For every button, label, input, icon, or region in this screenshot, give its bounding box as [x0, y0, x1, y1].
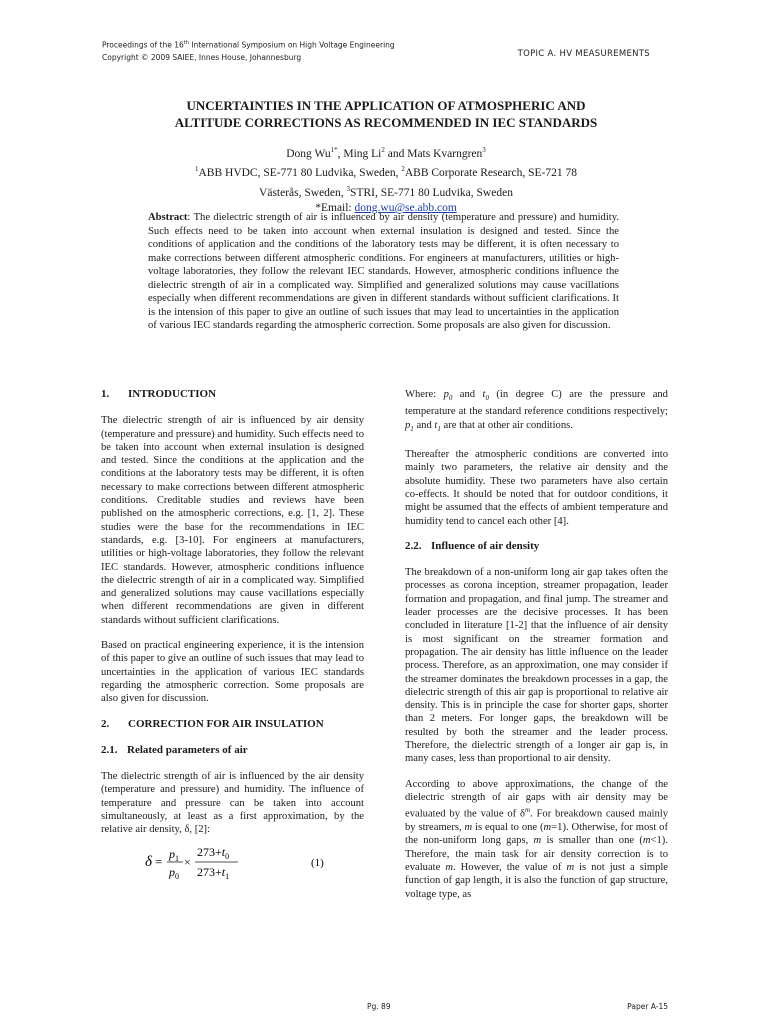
- page-number: Pg. 89: [367, 1002, 391, 1011]
- affiliation-2: Västerås, Sweden, $^3$STRI, SE-771 80 Ludvika, Sweden: [259, 184, 513, 199]
- abstract-label: Abstract: [148, 212, 188, 223]
- left-column: [101, 388, 364, 881]
- subsection-2-2-paragraph-2: According to above approximations, the change of the dielectric strength of air gaps with air density may be evaluated by the value of $\delta^m$. For breakdown caused mainly by streamers, m is equal to one (m=1). Otherwise, for most of the non-uniform long gaps, m is smaller than one (m<1). Therefore, the main task for air density correction is to evaluate m. However, the value of m is not just a simple function of gap length, it is also the function of gap structure, voltage type, as: [405, 778, 669, 900]
- intro-paragraph-1: The dielectric strength of air is influenced by air density (temperature and pressure) and humidity. Such effects need to be taken into account when external insulation is designed and tested. Since the conditions at the application and the conditions at the laboratory tests may be different, it is often necessary to make corrections between different atmospheric conditions. Creditable studies and reviews have been published on the atmospheric corrections, e.g. [1, 2]. These studies were the base for the recommendations in IEC standards, e.g. [3-10]. For engineers at manufacturers, utilities or high-voltage laboratories, they follow the relevant IEC standards. However, atmospheric conditions influence the dielectric strength of air in a complicated way. Simplified and generalized solutions may cause vacillations especially when different recommendations are given in different standards without sufficient clarifications.: [101, 415, 364, 626]
- proceedings-header: [102, 37, 395, 64]
- svg-text:=: =: [155, 853, 163, 869]
- topic-label: TOPIC A. HV MEASUREMENTS: [517, 49, 650, 59]
- author-block: [102, 143, 670, 216]
- svg-text:p1: $p_1$: [169, 846, 179, 863]
- header-copyright: Copyright © 2009 SAIEE, Innes House, Johannesburg: [102, 52, 302, 62]
- equation-1-formula: [101, 841, 364, 883]
- subsection-2-1-heading: 2.1. Related parameters of air: [101, 743, 248, 756]
- svg-text:273+t0: $273+t_0$: [197, 844, 230, 861]
- subsection-2-2-heading: 2.2. Influence of air density: [405, 539, 540, 552]
- header-line1: Proceedings of the 16th International Symposium on High Voltage Engineering: [102, 40, 395, 50]
- svg-text:δ: δ: [145, 853, 152, 870]
- svg-text:×: ×: [184, 854, 191, 869]
- equation-1: [101, 841, 364, 881]
- svg-text:273+t1: $273+t_1$: [197, 864, 230, 881]
- section-2-heading: 2. CORRECTION FOR AIR INSULATION: [101, 717, 324, 730]
- subsection-2-2-paragraph-1: The breakdown of a non-uniform long air gap takes often the processes as corona inception, streamer propagation, leader formation and propagation, and final jump. The streamer and leader processes are the decisive processes. It has been concluded in literature [1-2] that the influence of air density is most significant on the streamer formation and propagation. The air density has little influence on the leader process. Therefore, as an approximation, one may consider if the streamer dominates the breakdown processes in a gap, the dielectric strength of this air gap is proportional to relative air density. This is in principle the case for shorter gaps, shorter than 2 meters. For longer gaps, the breakdown will be resulted by both the streamer and the leader process. Therefore, the dielectric strength of a longer air gap is, in many cases, less than proportional to air density.: [405, 567, 668, 765]
- right-column: [405, 388, 668, 913]
- author-names: Dong $Wu^{1*}$, Ming Li$^2$ and Mats Kvarngren$^3$: [286, 146, 486, 160]
- paper-id: Paper A-15: [627, 1002, 668, 1011]
- abstract: [148, 211, 619, 333]
- thereafter-paragraph: Thereafter the atmospheric conditions are converted into mainly two parameters, the relative air density and the absolute humidity. These two parameters have also certain co-effects. It should be noted that for outdoor conditions, it might be assumed that the effects of ambient temperature and humidity tend to cancel each other [4].: [405, 449, 668, 527]
- affiliation-1: $^1$ABB HVDC, SE-771 80 Ludvika, Sweden, $^2$ABB Corporate Research, SE-721 78: [195, 165, 577, 180]
- where-paragraph: Where: $p_0$ and $t_0$ (in degree C) are the pressure and temperature at the standard reference conditions respectively; $p_1$ and $t_1$ are that at other air conditions.: [405, 389, 668, 433]
- email-line: *Email: dong.wu@se.abb.com: [315, 201, 457, 214]
- subsection-2-1-paragraph: The dielectric strength of air is influenced by the air density (temperature and pressure) and humidity. The influence of temperature and pressure can be taken into account simultaneously, at least as a first approximation, by the relative air density, δ, [2]:: [101, 771, 364, 836]
- equation-1-number: (1): [311, 856, 324, 869]
- paper-title: UNCERTAINTIES IN THE APPLICATION OF ATMOSPHERIC AND ALTITUDE CORRECTIONS AS RECOMMENDED IN IEC STANDARDS: [174, 98, 598, 130]
- section-1-heading: 1. INTRODUCTION: [101, 388, 217, 400]
- svg-text:p0: $p_0$: [169, 864, 179, 881]
- abstract-text: : The dielectric strength of air is influenced by air density (temperature and pressure) and humidity. Such effects need to be taken into account when external insulation is designed and tested. Since the conditions of application and the conditions of the laboratory tests may be different, it is often necessary to make corrections between different atmospheric conditions. For engineers at manufacturers, utilities or high-voltage laboratories, they follow the relevant IEC standards. However, atmospheric conditions influence the dielectric strength of air in a complicated way. Simplified and generalized solutions may cause vacillations especially when different recommendations are given in different standards without sufficient clarifications. It is the intension of this paper to give an outline of such issues that may lead to uncertainties in the application of various IEC standards regarding the atmospheric correction. Some proposals are also given for discussion.: [148, 212, 619, 331]
- email-link[interactable]: dong.wu@se.abb.com: [354, 201, 457, 214]
- intro-paragraph-2: Based on practical engineering experience, it is the intension of this paper to give an outline of such issues that may lead to uncertainties in the application of various IEC standards regarding the atmospheric correction. Some proposals are also given for discussion.: [101, 640, 364, 705]
